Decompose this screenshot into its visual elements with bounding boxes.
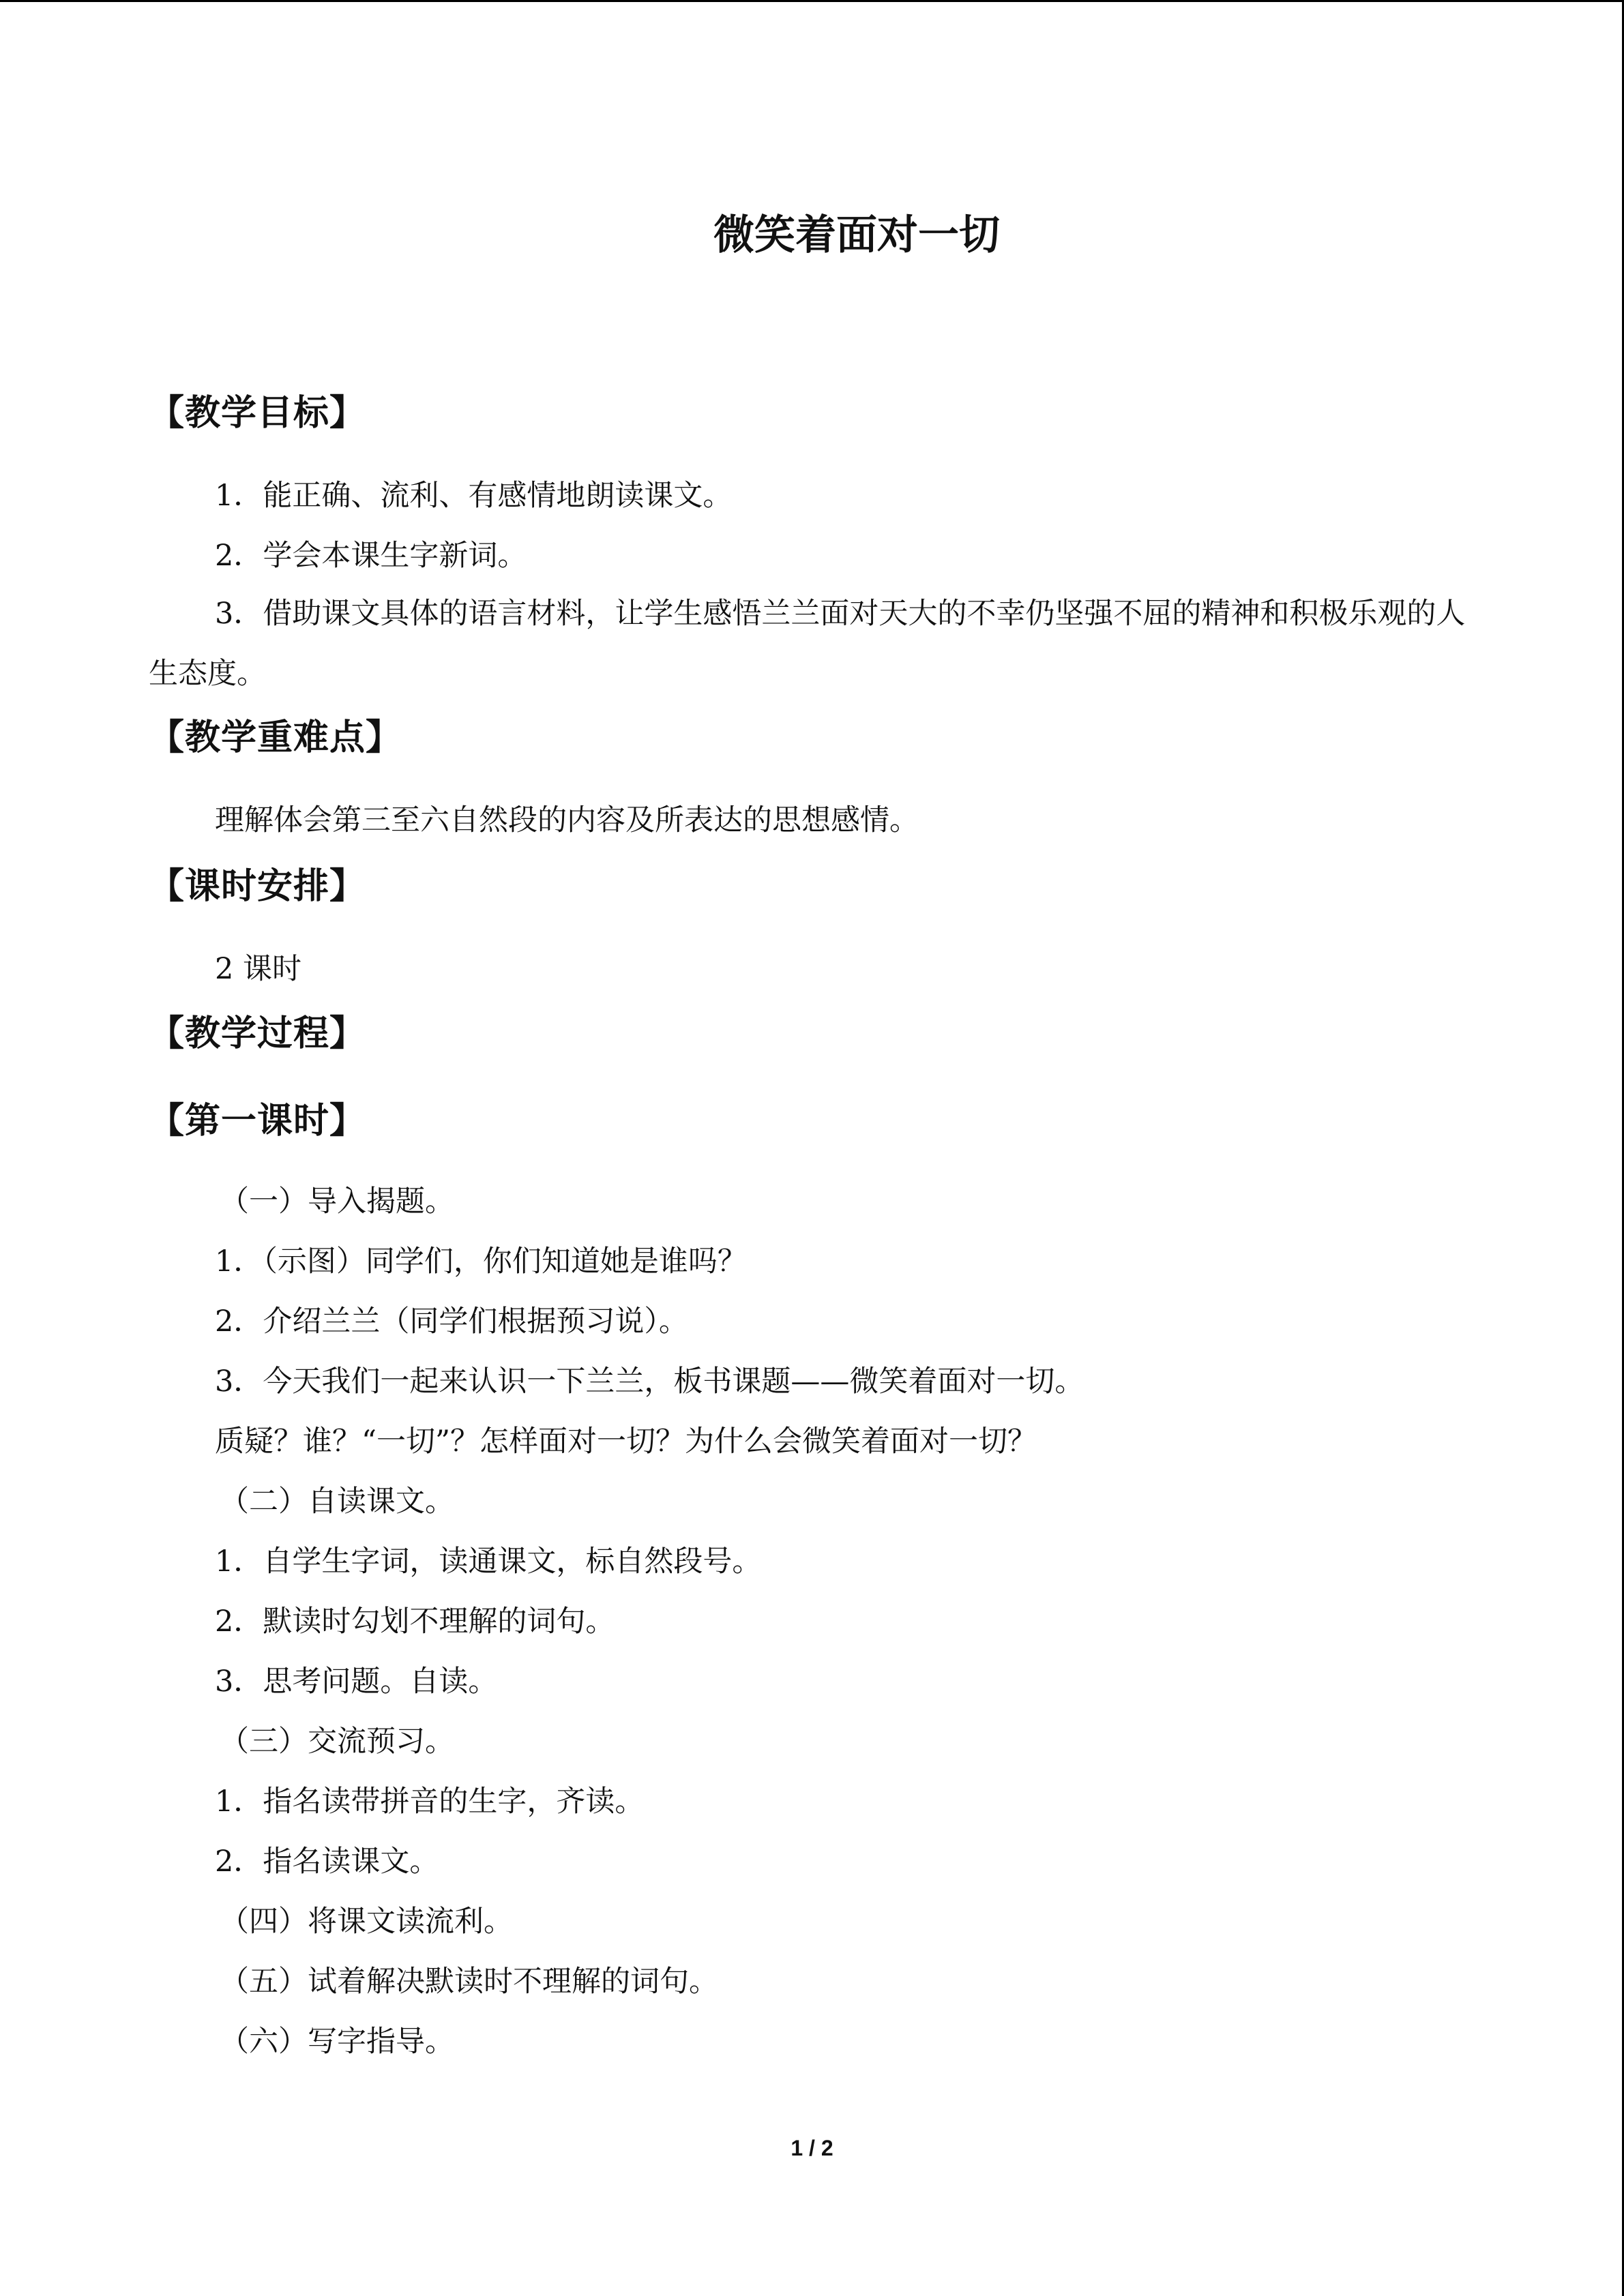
document-title: 微笑着面对一切 <box>713 211 1000 259</box>
lesson-line-11: 1．指名读带拼音的生字，齐读。 <box>215 1785 645 1819</box>
lesson-line-1: （一）导入揭题。 <box>220 1184 454 1219</box>
lesson-line-14: （五）试着解决默读时不理解的词句。 <box>220 1965 718 1999</box>
lesson-line-4: 3．今天我们一起来认识一下兰兰，板书课题——微笑着面对一切。 <box>215 1365 1084 1399</box>
lesson-line-15: （六）写字指导。 <box>220 2025 454 2059</box>
lesson-line-7: 1．自学生字词，读通课文，标自然段号。 <box>215 1545 762 1579</box>
key-points-text: 理解体会第三至六自然段的内容及所表达的思想感情。 <box>215 803 919 837</box>
lesson-line-3: 2．介绍兰兰（同学们根据预习说）。 <box>215 1304 688 1339</box>
objective-item-3: 3．借助课文具体的语言材料，让学生感悟兰兰面对天大的不幸仍坚强不屈的精神和积极乐观的人生态度。 <box>149 597 1466 691</box>
heading-lesson-one: 【第一课时】 <box>149 1101 366 1142</box>
objective-item-2: 2．学会本课生字新词。 <box>215 539 527 573</box>
page-number: 1 / 2 <box>791 2136 833 2160</box>
lesson-line-2: 1．（示图）同学们，你们知道她是谁吗？ <box>215 1244 747 1279</box>
lesson-line-6: （二）自读课文。 <box>220 1485 454 1519</box>
lesson-line-9: 3．思考问题。自读。 <box>215 1665 498 1699</box>
heading-objectives: 【教学目标】 <box>149 393 366 434</box>
page-border-top <box>0 0 1624 2</box>
lesson-line-12: 2．指名读课文。 <box>215 1845 439 1879</box>
heading-schedule: 【课时安排】 <box>149 866 366 907</box>
lesson-line-5: 质疑？谁？“一切”？怎样面对一切？为什么会微笑着面对一切？ <box>215 1425 1037 1459</box>
schedule-text: 2 课时 <box>215 952 302 986</box>
heading-process: 【教学过程】 <box>149 1013 366 1054</box>
heading-key-points: 【教学重难点】 <box>149 717 402 758</box>
lesson-line-8: 2．默读时勾划不理解的词句。 <box>215 1605 615 1639</box>
objective-item-1: 1．能正确、流利、有感情地朗读课文。 <box>215 479 733 513</box>
lesson-line-10: （三）交流预习。 <box>220 1725 454 1759</box>
lesson-line-13: （四）将课文读流利。 <box>220 1905 513 1939</box>
